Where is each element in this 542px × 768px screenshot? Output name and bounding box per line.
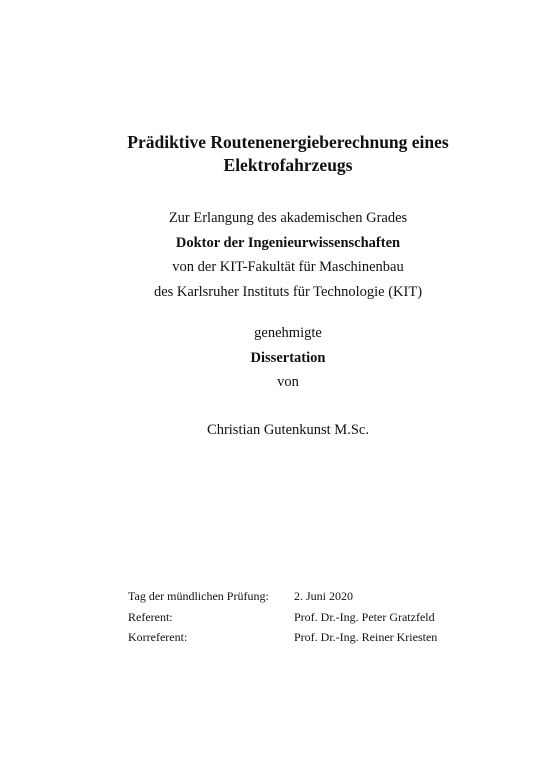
dissertation-label: Dissertation [250, 349, 326, 366]
coreferee-value: Prof. Dr.-Ing. Reiner Kriesten [294, 630, 438, 644]
title-line-1: Prädiktive Routenenergieberechnung eines [127, 132, 449, 152]
exam-date-value: 2. Juni 2020 [294, 589, 354, 603]
degree-intro: Zur Erlangung des akademischen Grades [168, 210, 408, 226]
degree-statement [60, 206, 516, 304]
referee-label: Referent: [128, 609, 173, 624]
exam-date-label: Tag der mündlichen Prüfung: [128, 589, 269, 603]
degree-name: Doktor der Ingenieurwissenschaften [175, 234, 401, 251]
exam-date-row [128, 586, 437, 607]
referee-value: Prof. Dr.-Ing. Peter Gratzfeld [294, 609, 435, 624]
by-label: von [277, 374, 299, 390]
approved-label: genehmigte [254, 325, 322, 341]
coreferee-label: Korreferent: [128, 630, 188, 644]
exam-details [128, 586, 437, 648]
referee-row [128, 607, 437, 628]
institute-line: des Karlsruher Instituts für Technologie (KIT) [153, 283, 423, 300]
dissertation-statement [60, 321, 516, 395]
document-title [60, 131, 516, 177]
author-name: Christian Gutenkunst M.Sc. [207, 422, 369, 438]
faculty-line: von der KIT-Fakultät für Maschinenbau [172, 259, 404, 275]
coreferee-row [128, 627, 437, 648]
author-block [60, 418, 516, 443]
title-line-2: Elektrofahrzeugs [223, 155, 353, 175]
